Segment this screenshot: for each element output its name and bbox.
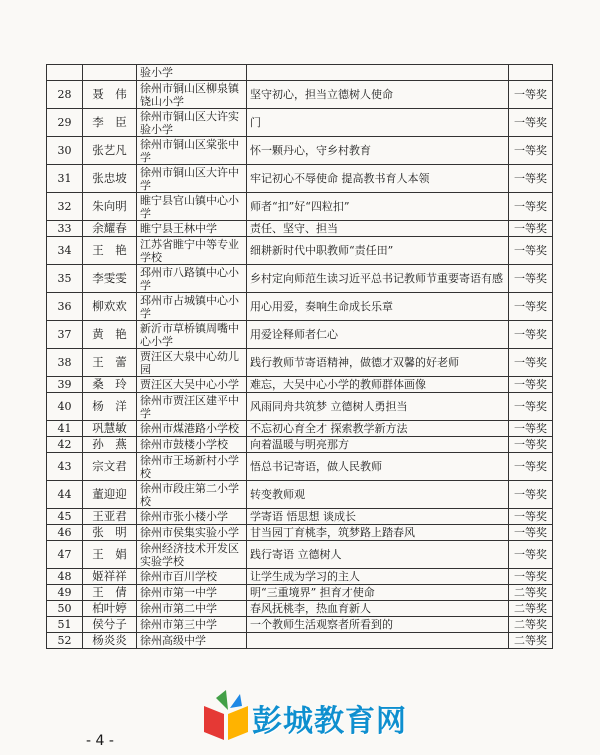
person-name-cell: 张忠坡 [83,165,137,193]
award-level-cell: 一等奖 [509,165,553,193]
school-name-cell: 徐州市段庄第二小学校 [137,481,247,509]
watermark-text: 彭城教育网 [252,704,407,739]
table-row [47,525,553,541]
person-name-cell: 朱向明 [83,193,137,221]
person-name-cell: 黄 艳 [83,321,137,349]
award-level-cell: 一等奖 [509,109,553,137]
school-name-cell: 邳州市占城镇中心小学 [137,293,247,321]
person-name-cell: 侯兮子 [83,617,137,633]
school-name-cell: 徐州市第一中学 [137,585,247,601]
row-number-cell: 29 [47,109,83,137]
award-level-cell: 一等奖 [509,193,553,221]
row-number-cell: 41 [47,421,83,437]
award-level-cell: 二等奖 [509,601,553,617]
table-row [47,437,553,453]
essay-title-cell: 乡村定向师范生读习近平总书记教师节重要寄语有感 [247,265,509,293]
school-name-cell: 睢宁县王林中学 [137,221,247,237]
table-row [47,321,553,349]
table-row [47,109,553,137]
school-name-cell: 邳州市八路镇中心小学 [137,265,247,293]
table-row [47,221,553,237]
row-number-cell: 37 [47,321,83,349]
school-name-cell: 睢宁县官山镇中心小学 [137,193,247,221]
table-row [47,237,553,265]
table-row [47,377,553,393]
essay-title-cell: 怀一颗丹心，守乡村教育 [247,137,509,165]
row-number-cell: 35 [47,265,83,293]
school-name-cell: 贾汪区大泉中心幼儿园 [137,349,247,377]
essay-title-cell: 坚守初心，担当立德树人使命 [247,81,509,109]
award-level-cell: 一等奖 [509,509,553,525]
award-level-cell: 二等奖 [509,633,553,649]
award-level-cell [509,65,553,81]
essay-title-cell: 用心用爱，奏响生命成长乐章 [247,293,509,321]
school-name-cell: 徐州市煤港路小学校 [137,421,247,437]
school-name-cell: 徐州高级中学 [137,633,247,649]
person-name-cell: 王 娟 [83,541,137,569]
row-number-cell: 49 [47,585,83,601]
essay-title-cell: 难忘，大吴中心小学的教师群体画像 [247,377,509,393]
person-name-cell: 李雯雯 [83,265,137,293]
row-number-cell: 52 [47,633,83,649]
person-name-cell: 柳欢欢 [83,293,137,321]
row-number-cell [47,65,83,81]
person-name-cell: 姬祥祥 [83,569,137,585]
award-level-cell: 一等奖 [509,541,553,569]
table-row [47,601,553,617]
table-row [47,617,553,633]
award-level-cell: 一等奖 [509,293,553,321]
table-row [47,393,553,421]
essay-title-cell: 悟总书记寄语，做人民教师 [247,453,509,481]
person-name-cell [83,65,137,81]
award-level-cell: 一等奖 [509,237,553,265]
row-number-cell: 34 [47,237,83,265]
school-name-cell: 徐州市百川学校 [137,569,247,585]
row-number-cell: 30 [47,137,83,165]
person-name-cell: 宗文君 [83,453,137,481]
table-row [47,65,553,81]
row-number-cell: 32 [47,193,83,221]
school-name-cell: 徐州市铜山区大许实验小学 [137,109,247,137]
table-row [47,481,553,509]
essay-title-cell: 明“三重境界” 担育才使命 [247,585,509,601]
person-name-cell: 王 艳 [83,237,137,265]
row-number-cell: 50 [47,601,83,617]
essay-title-cell: 细耕新时代中职教师“责任田” [247,237,509,265]
row-number-cell: 51 [47,617,83,633]
person-name-cell: 柏叶婷 [83,601,137,617]
table-row [47,81,553,109]
person-name-cell: 余耀春 [83,221,137,237]
essay-title-cell: 学寄语 悟思想 谈成长 [247,509,509,525]
school-name-cell: 徐州市张小楼小学 [137,509,247,525]
person-name-cell: 王亚君 [83,509,137,525]
award-level-cell: 一等奖 [509,569,553,585]
table-row [47,421,553,437]
row-number-cell: 40 [47,393,83,421]
award-level-cell: 一等奖 [509,265,553,293]
school-name-cell: 徐州市铜山区柳泉镇铙山小学 [137,81,247,109]
school-name-cell: 江苏省睢宁中等专业学校 [137,237,247,265]
row-number-cell: 28 [47,81,83,109]
row-number-cell: 36 [47,293,83,321]
school-name-cell: 徐州市王场新村小学校 [137,453,247,481]
school-name-cell: 徐州市铜山区棠张中学 [137,137,247,165]
essay-title-cell: 让学生成为学习的主人 [247,569,509,585]
essay-title-cell: 牢记初心不辱使命 提高教书育人本领 [247,165,509,193]
person-name-cell: 王 蕾 [83,349,137,377]
essay-title-cell: 用爱诠释师者仁心 [247,321,509,349]
essay-title-cell: 甘当园丁育桃李，筑梦路上踏春风 [247,525,509,541]
school-name-cell: 徐州经济技术开发区实验学校 [137,541,247,569]
watermark-book-icon [200,688,252,744]
person-name-cell: 董迎迎 [83,481,137,509]
essay-title-cell: 春风抚桃李，热血育新人 [247,601,509,617]
person-name-cell: 李 臣 [83,109,137,137]
table-row [47,349,553,377]
row-number-cell: 48 [47,569,83,585]
school-name-cell: 贾汪区大吴中心小学 [137,377,247,393]
person-name-cell: 张 明 [83,525,137,541]
award-table [46,64,553,649]
person-name-cell: 聂 伟 [83,81,137,109]
essay-title-cell: 门 [247,109,509,137]
school-name-cell: 徐州市侯集实验小学 [137,525,247,541]
table-row [47,509,553,525]
row-number-cell: 47 [47,541,83,569]
award-level-cell: 一等奖 [509,349,553,377]
school-name-cell: 验小学 [137,65,247,81]
person-name-cell: 巩慧敏 [83,421,137,437]
award-level-cell: 一等奖 [509,525,553,541]
person-name-cell: 王 倩 [83,585,137,601]
essay-title-cell: 师者“扣”好“四粒扣” [247,193,509,221]
row-number-cell: 31 [47,165,83,193]
essay-title-cell: 向着温暖与明亮那方 [247,437,509,453]
watermark [200,688,430,748]
essay-title-cell: 践行寄语 立德树人 [247,541,509,569]
row-number-cell: 45 [47,509,83,525]
essay-title-cell: 风雨同舟共筑梦 立德树人勇担当 [247,393,509,421]
table-row [47,541,553,569]
award-level-cell: 一等奖 [509,137,553,165]
award-level-cell: 一等奖 [509,221,553,237]
award-level-cell: 一等奖 [509,393,553,421]
essay-title-cell: 责任、坚守、担当 [247,221,509,237]
essay-title-cell: 一个教师生活观察者所看到的 [247,617,509,633]
row-number-cell: 33 [47,221,83,237]
school-name-cell: 徐州市贾汪区建平中学 [137,393,247,421]
row-number-cell: 38 [47,349,83,377]
table-row [47,165,553,193]
person-name-cell: 张艺凡 [83,137,137,165]
page-number: - 4 - [86,733,114,749]
award-level-cell: 一等奖 [509,81,553,109]
row-number-cell: 46 [47,525,83,541]
essay-title-cell: 不忘初心育全才 探索教学新方法 [247,421,509,437]
award-level-cell: 一等奖 [509,321,553,349]
school-name-cell: 徐州市第二中学 [137,601,247,617]
table-row [47,137,553,165]
essay-title-cell: 践行教师节寄语精神，做德才双馨的好老师 [247,349,509,377]
essay-title-cell [247,65,509,81]
award-level-cell: 二等奖 [509,617,553,633]
table-row [47,585,553,601]
award-level-cell: 一等奖 [509,481,553,509]
person-name-cell: 杨炎炎 [83,633,137,649]
school-name-cell: 徐州市鼓楼小学校 [137,437,247,453]
award-level-cell: 一等奖 [509,377,553,393]
essay-title-cell [247,633,509,649]
school-name-cell: 徐州市第三中学 [137,617,247,633]
award-level-cell: 二等奖 [509,585,553,601]
person-name-cell: 杨 洋 [83,393,137,421]
table-row [47,193,553,221]
essay-title-cell: 转变教师观 [247,481,509,509]
row-number-cell: 42 [47,437,83,453]
school-name-cell: 新沂市草桥镇周嘴中心小学 [137,321,247,349]
row-number-cell: 39 [47,377,83,393]
award-level-cell: 一等奖 [509,437,553,453]
person-name-cell: 孙 燕 [83,437,137,453]
award-level-cell: 一等奖 [509,421,553,437]
person-name-cell: 桑 玲 [83,377,137,393]
table-row [47,265,553,293]
school-name-cell: 徐州市铜山区大许中学 [137,165,247,193]
award-level-cell: 一等奖 [509,453,553,481]
table-row [47,453,553,481]
table-row [47,633,553,649]
row-number-cell: 44 [47,481,83,509]
table-row [47,293,553,321]
row-number-cell: 43 [47,453,83,481]
table-row [47,569,553,585]
award-table-body [47,65,553,649]
